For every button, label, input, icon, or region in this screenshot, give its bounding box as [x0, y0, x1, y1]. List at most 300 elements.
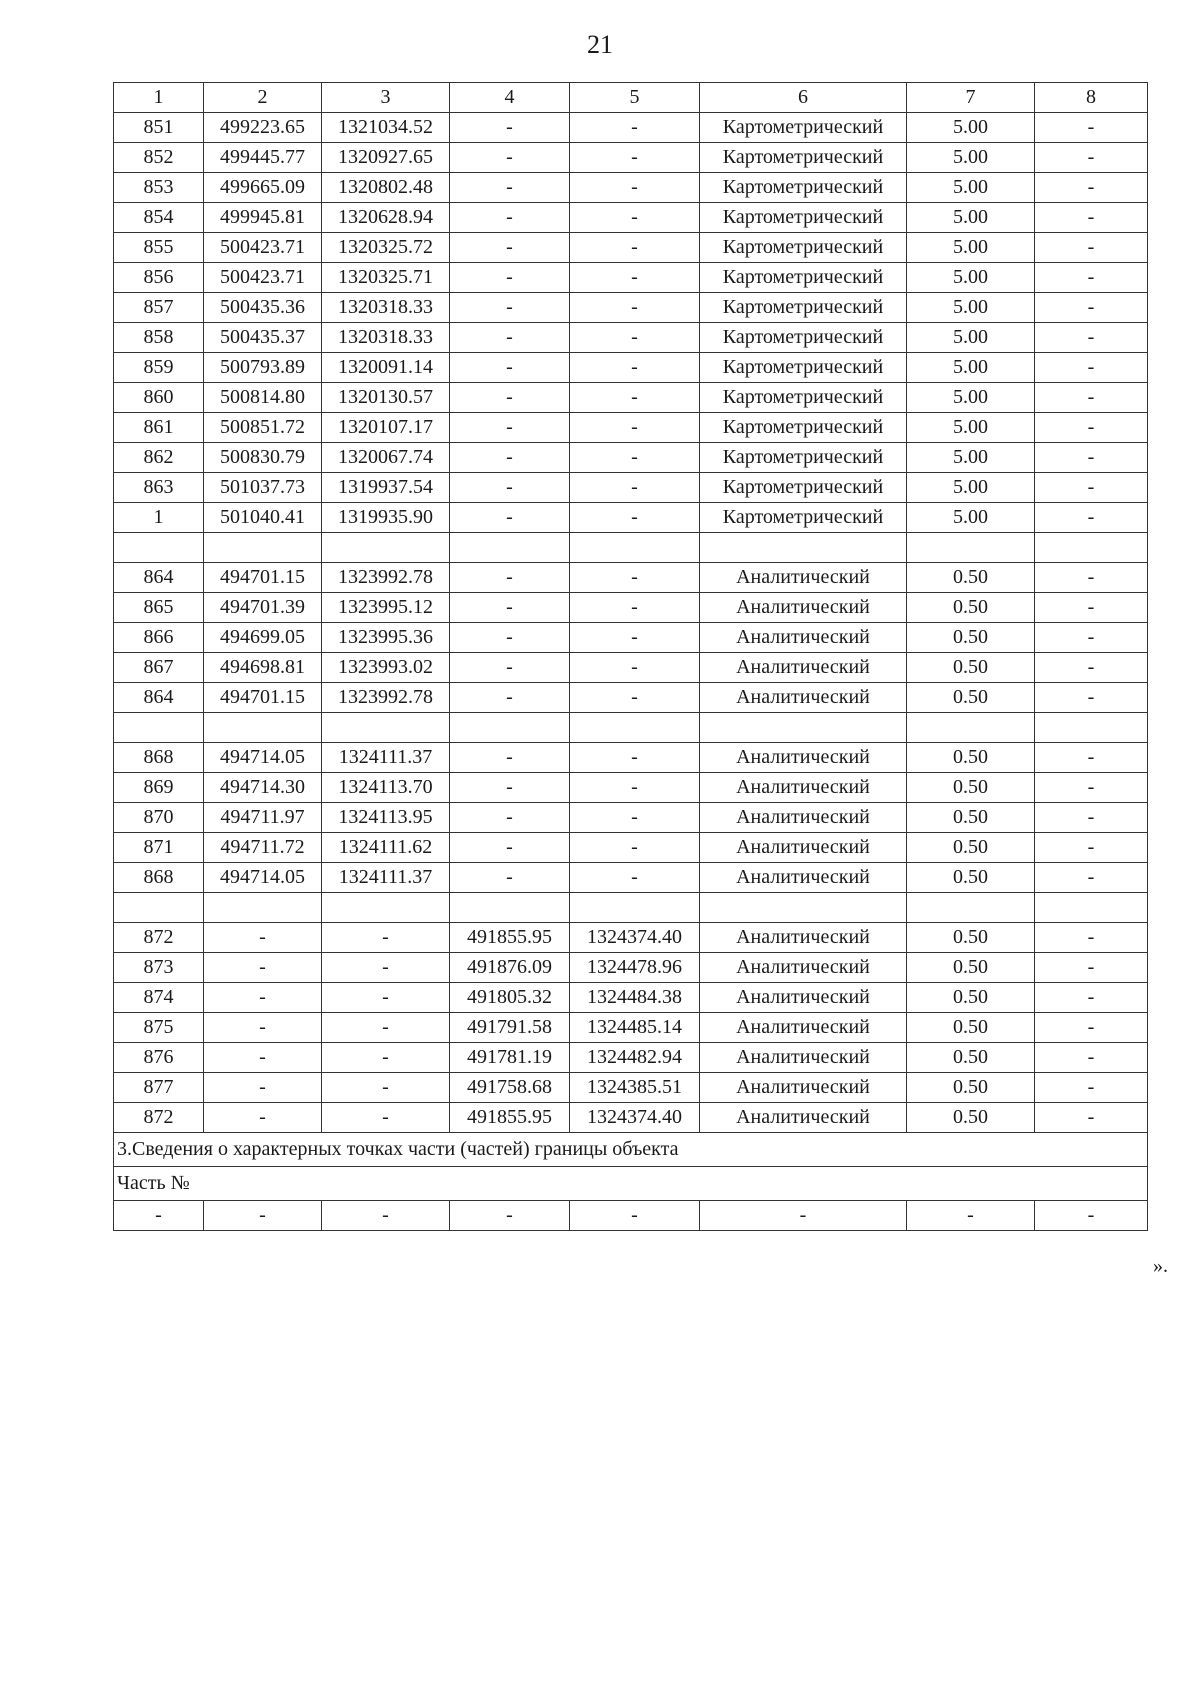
- table-cell: 499665.09: [204, 173, 322, 203]
- table-row: [114, 563, 1148, 593]
- empty-cell: [114, 893, 204, 923]
- table-cell: 0.50: [907, 1013, 1035, 1043]
- empty-cell: [322, 533, 450, 563]
- table-cell: 1320318.33: [322, 293, 450, 323]
- empty-cell: [204, 533, 322, 563]
- table-cell: -: [570, 503, 700, 533]
- table-cell: -: [1035, 263, 1148, 293]
- table-cell: 0.50: [907, 923, 1035, 953]
- table-cell: 868: [114, 863, 204, 893]
- table-cell: -: [1035, 1013, 1148, 1043]
- table-cell: -: [1035, 563, 1148, 593]
- table-cell: -: [570, 593, 700, 623]
- table-cell: 1324113.70: [322, 773, 450, 803]
- table-cell: 491781.19: [450, 1043, 570, 1073]
- table-cell: 867: [114, 653, 204, 683]
- table-cell: 491758.68: [450, 1073, 570, 1103]
- empty-cell: [570, 713, 700, 743]
- part-number-label: Часть №: [114, 1167, 1148, 1201]
- table-cell: -: [570, 443, 700, 473]
- table-cell: Картометрический: [700, 383, 907, 413]
- table-cell: 872: [114, 1103, 204, 1133]
- table-cell: 5.00: [907, 113, 1035, 143]
- table-cell: -: [450, 683, 570, 713]
- table-cell: -: [322, 1201, 450, 1231]
- table-cell: 860: [114, 383, 204, 413]
- table-cell: 1: [114, 503, 204, 533]
- table-cell: 494701.39: [204, 593, 322, 623]
- table-cell: -: [450, 593, 570, 623]
- empty-cell: [322, 713, 450, 743]
- table-row: [114, 593, 1148, 623]
- table-cell: 1319935.90: [322, 503, 450, 533]
- table-cell: 863: [114, 473, 204, 503]
- table-cell: -: [1035, 1043, 1148, 1073]
- table-cell: -: [570, 743, 700, 773]
- coordinates-table-wrapper: [113, 82, 1148, 1231]
- table-cell: 858: [114, 323, 204, 353]
- empty-cell: [450, 893, 570, 923]
- table-cell: 0.50: [907, 623, 1035, 653]
- table-cell: 494711.72: [204, 833, 322, 863]
- table-cell: 1324374.40: [570, 923, 700, 953]
- table-cell: 0.50: [907, 653, 1035, 683]
- table-cell: -: [1035, 233, 1148, 263]
- table-cell: -: [570, 173, 700, 203]
- empty-cell: [1035, 533, 1148, 563]
- table-cell: 5.00: [907, 323, 1035, 353]
- table-cell: 0.50: [907, 833, 1035, 863]
- table-cell: -: [322, 1103, 450, 1133]
- table-cell: 0.50: [907, 1043, 1035, 1073]
- table-cell: -: [450, 563, 570, 593]
- table-cell: 1323993.02: [322, 653, 450, 683]
- table-cell: -: [450, 233, 570, 263]
- table-cell: -: [322, 1043, 450, 1073]
- empty-cell: [907, 533, 1035, 563]
- table-cell: 494714.05: [204, 863, 322, 893]
- table-cell: Аналитический: [700, 623, 907, 653]
- table-cell: -: [450, 383, 570, 413]
- table-cell: 1324484.38: [570, 983, 700, 1013]
- table-row: [114, 623, 1148, 653]
- table-cell: -: [1035, 323, 1148, 353]
- table-cell: 869: [114, 773, 204, 803]
- table-cell: 0.50: [907, 593, 1035, 623]
- table-cell: -: [570, 683, 700, 713]
- column-number-cell: 5: [570, 83, 700, 113]
- table-cell: -: [450, 473, 570, 503]
- table-cell: Картометрический: [700, 443, 907, 473]
- table-row: [114, 443, 1148, 473]
- table-cell: -: [700, 1201, 907, 1231]
- table-cell: Картометрический: [700, 113, 907, 143]
- table-cell: 499223.65: [204, 113, 322, 143]
- table-cell: 1320325.71: [322, 263, 450, 293]
- table-cell: 865: [114, 593, 204, 623]
- table-cell: 491805.32: [450, 983, 570, 1013]
- table-cell: -: [570, 653, 700, 683]
- table-cell: -: [1035, 473, 1148, 503]
- table-cell: -: [450, 743, 570, 773]
- table-cell: -: [322, 1073, 450, 1103]
- table-row: [114, 1043, 1148, 1073]
- table-cell: -: [570, 773, 700, 803]
- table-cell: -: [1035, 953, 1148, 983]
- table-cell: -: [322, 923, 450, 953]
- empty-cell: [1035, 893, 1148, 923]
- table-cell: -: [570, 113, 700, 143]
- table-cell: 1320802.48: [322, 173, 450, 203]
- table-cell: -: [204, 1073, 322, 1103]
- table-cell: 868: [114, 743, 204, 773]
- table-cell: 1324482.94: [570, 1043, 700, 1073]
- table-cell: 5.00: [907, 413, 1035, 443]
- table-cell: Картометрический: [700, 473, 907, 503]
- table-cell: Аналитический: [700, 653, 907, 683]
- column-number-cell: 6: [700, 83, 907, 113]
- table-cell: 500423.71: [204, 233, 322, 263]
- table-cell: -: [570, 803, 700, 833]
- table-row: [114, 353, 1148, 383]
- table-cell: -: [114, 1201, 204, 1231]
- empty-cell: [570, 893, 700, 923]
- table-cell: Аналитический: [700, 683, 907, 713]
- table-cell: -: [570, 293, 700, 323]
- table-cell: -: [204, 1043, 322, 1073]
- table-cell: -: [450, 353, 570, 383]
- empty-cell: [570, 533, 700, 563]
- table-cell: 1321034.52: [322, 113, 450, 143]
- table-cell: -: [570, 203, 700, 233]
- table-cell: 491876.09: [450, 953, 570, 983]
- table-cell: -: [450, 323, 570, 353]
- table-cell: 1324111.37: [322, 863, 450, 893]
- empty-cell: [450, 713, 570, 743]
- table-row: [114, 323, 1148, 353]
- table-cell: -: [1035, 503, 1148, 533]
- table-cell: 1323992.78: [322, 563, 450, 593]
- table-cell: Картометрический: [700, 293, 907, 323]
- table-cell: -: [450, 863, 570, 893]
- part-number-row: [114, 1167, 1148, 1201]
- coordinates-table: [113, 82, 1148, 1231]
- table-cell: 5.00: [907, 383, 1035, 413]
- table-cell: 873: [114, 953, 204, 983]
- table-cell: 877: [114, 1073, 204, 1103]
- table-cell: 0.50: [907, 803, 1035, 833]
- table-cell: Аналитический: [700, 593, 907, 623]
- table-cell: -: [570, 263, 700, 293]
- empty-cell: [700, 713, 907, 743]
- table-row: [114, 413, 1148, 443]
- table-cell: 491855.95: [450, 923, 570, 953]
- table-cell: 0.50: [907, 863, 1035, 893]
- table-cell: -: [450, 143, 570, 173]
- table-cell: 864: [114, 683, 204, 713]
- table-cell: -: [1035, 1201, 1148, 1231]
- table-cell: -: [1035, 863, 1148, 893]
- table-row: [114, 833, 1148, 863]
- table-cell: -: [204, 1201, 322, 1231]
- table-cell: 1320927.65: [322, 143, 450, 173]
- empty-cell: [114, 713, 204, 743]
- table-cell: -: [450, 623, 570, 653]
- column-number-cell: 4: [450, 83, 570, 113]
- table-cell: Аналитический: [700, 803, 907, 833]
- table-row: [114, 1103, 1148, 1133]
- table-cell: -: [1035, 143, 1148, 173]
- group-separator-row: [114, 533, 1148, 563]
- table-cell: 0.50: [907, 683, 1035, 713]
- group-separator-row: [114, 893, 1148, 923]
- table-cell: 876: [114, 1043, 204, 1073]
- table-cell: 861: [114, 413, 204, 443]
- empty-cell: [1035, 713, 1148, 743]
- table-cell: -: [450, 293, 570, 323]
- table-cell: 500423.71: [204, 263, 322, 293]
- table-cell: Аналитический: [700, 1073, 907, 1103]
- table-cell: Аналитический: [700, 833, 907, 863]
- table-cell: -: [907, 1201, 1035, 1231]
- table-cell: 1323992.78: [322, 683, 450, 713]
- table-cell: 856: [114, 263, 204, 293]
- table-cell: -: [1035, 353, 1148, 383]
- table-row: [114, 143, 1148, 173]
- table-row: [114, 653, 1148, 683]
- table-row: [114, 233, 1148, 263]
- column-number-cell: 7: [907, 83, 1035, 113]
- table-cell: 494699.05: [204, 623, 322, 653]
- table-cell: 0.50: [907, 1103, 1035, 1133]
- table-row: [114, 803, 1148, 833]
- table-cell: -: [570, 833, 700, 863]
- table-cell: 1319937.54: [322, 473, 450, 503]
- table-row: [114, 1013, 1148, 1043]
- table-cell: 854: [114, 203, 204, 233]
- table-cell: -: [204, 1103, 322, 1133]
- table-cell: 494701.15: [204, 683, 322, 713]
- table-cell: -: [1035, 113, 1148, 143]
- table-cell: -: [1035, 683, 1148, 713]
- table-cell: 494711.97: [204, 803, 322, 833]
- table-cell: -: [570, 473, 700, 503]
- table-cell: -: [1035, 923, 1148, 953]
- table-row: [114, 773, 1148, 803]
- table-cell: -: [570, 143, 700, 173]
- table-row: [114, 923, 1148, 953]
- table-cell: -: [450, 833, 570, 863]
- table-cell: 857: [114, 293, 204, 323]
- table-body: [114, 83, 1148, 1231]
- table-cell: -: [450, 113, 570, 143]
- table-cell: -: [1035, 1103, 1148, 1133]
- table-cell: 872: [114, 923, 204, 953]
- section-3-title: 3.Сведения о характерных точках части (частей) границы объекта: [114, 1133, 1148, 1167]
- table-cell: 500435.37: [204, 323, 322, 353]
- table-cell: 853: [114, 173, 204, 203]
- table-cell: -: [570, 323, 700, 353]
- table-cell: 1324485.14: [570, 1013, 700, 1043]
- table-row: [114, 953, 1148, 983]
- table-cell: -: [570, 233, 700, 263]
- section-3-title-row: [114, 1133, 1148, 1167]
- table-cell: 1320107.17: [322, 413, 450, 443]
- table-cell: Аналитический: [700, 923, 907, 953]
- group-separator-row: [114, 713, 1148, 743]
- table-cell: 855: [114, 233, 204, 263]
- table-cell: Картометрический: [700, 173, 907, 203]
- table-cell: 494698.81: [204, 653, 322, 683]
- table-cell: -: [1035, 173, 1148, 203]
- table-cell: -: [450, 173, 570, 203]
- table-cell: -: [570, 383, 700, 413]
- page-number: 21: [587, 30, 613, 59]
- table-cell: 5.00: [907, 473, 1035, 503]
- table-row: [114, 293, 1148, 323]
- table-cell: -: [450, 653, 570, 683]
- table-cell: 1320130.57: [322, 383, 450, 413]
- table-cell: 1324385.51: [570, 1073, 700, 1103]
- table-cell: -: [450, 1201, 570, 1231]
- table-cell: Картометрический: [700, 263, 907, 293]
- table-cell: 1323995.36: [322, 623, 450, 653]
- table-cell: -: [204, 983, 322, 1013]
- table-cell: 0.50: [907, 1073, 1035, 1103]
- empty-cell: [450, 533, 570, 563]
- table-cell: 499445.77: [204, 143, 322, 173]
- table-cell: -: [450, 803, 570, 833]
- column-number-row: [114, 83, 1148, 113]
- table-row: [114, 383, 1148, 413]
- table-cell: -: [570, 413, 700, 443]
- table-cell: -: [570, 563, 700, 593]
- table-cell: 1324374.40: [570, 1103, 700, 1133]
- table-cell: 0.50: [907, 743, 1035, 773]
- table-cell: Аналитический: [700, 1043, 907, 1073]
- table-cell: -: [1035, 803, 1148, 833]
- table-cell: Аналитический: [700, 863, 907, 893]
- table-row: [114, 503, 1148, 533]
- table-cell: -: [450, 773, 570, 803]
- table-cell: 874: [114, 983, 204, 1013]
- table-row: [114, 743, 1148, 773]
- table-cell: -: [450, 503, 570, 533]
- table-cell: Картометрический: [700, 413, 907, 443]
- empty-cell: [204, 893, 322, 923]
- table-cell: 5.00: [907, 233, 1035, 263]
- table-cell: -: [1035, 383, 1148, 413]
- empty-cell: [700, 893, 907, 923]
- table-cell: 5.00: [907, 443, 1035, 473]
- table-cell: -: [1035, 983, 1148, 1013]
- table-cell: 500814.80: [204, 383, 322, 413]
- table-cell: Аналитический: [700, 743, 907, 773]
- table-row: [114, 113, 1148, 143]
- empty-cell: [322, 893, 450, 923]
- table-cell: 5.00: [907, 503, 1035, 533]
- table-cell: Аналитический: [700, 563, 907, 593]
- table-cell: 0.50: [907, 983, 1035, 1013]
- table-cell: 499945.81: [204, 203, 322, 233]
- table-cell: -: [1035, 623, 1148, 653]
- table-cell: Картометрический: [700, 503, 907, 533]
- table-cell: -: [450, 203, 570, 233]
- table-cell: -: [450, 413, 570, 443]
- table-cell: 1320067.74: [322, 443, 450, 473]
- table-cell: 1320325.72: [322, 233, 450, 263]
- table-cell: 5.00: [907, 353, 1035, 383]
- closing-quote: ».: [1153, 1255, 1168, 1277]
- table-cell: 491855.95: [450, 1103, 570, 1133]
- table-cell: -: [570, 353, 700, 383]
- table-cell: 862: [114, 443, 204, 473]
- table-cell: 494714.05: [204, 743, 322, 773]
- table-cell: -: [322, 953, 450, 983]
- table-cell: 5.00: [907, 203, 1035, 233]
- table-cell: 0.50: [907, 773, 1035, 803]
- table-cell: 500435.36: [204, 293, 322, 323]
- table-cell: 1324111.62: [322, 833, 450, 863]
- empty-cell: [204, 713, 322, 743]
- table-cell: 494701.15: [204, 563, 322, 593]
- table-cell: 5.00: [907, 263, 1035, 293]
- table-cell: 852: [114, 143, 204, 173]
- table-cell: -: [1035, 293, 1148, 323]
- table-cell: -: [204, 923, 322, 953]
- table-cell: Картометрический: [700, 323, 907, 353]
- table-cell: 1324111.37: [322, 743, 450, 773]
- table-cell: Аналитический: [700, 953, 907, 983]
- table-row: [114, 1073, 1148, 1103]
- table-cell: -: [1035, 1073, 1148, 1103]
- table-cell: 500851.72: [204, 413, 322, 443]
- table-cell: -: [1035, 413, 1148, 443]
- empty-part-row: [114, 1201, 1148, 1231]
- empty-cell: [907, 893, 1035, 923]
- column-number-cell: 8: [1035, 83, 1148, 113]
- table-cell: 1324478.96: [570, 953, 700, 983]
- table-cell: 0.50: [907, 953, 1035, 983]
- table-cell: 5.00: [907, 173, 1035, 203]
- table-cell: -: [1035, 833, 1148, 863]
- table-row: [114, 173, 1148, 203]
- table-cell: -: [1035, 653, 1148, 683]
- column-number-cell: 2: [204, 83, 322, 113]
- table-cell: -: [570, 1201, 700, 1231]
- table-cell: -: [1035, 203, 1148, 233]
- table-cell: 5.00: [907, 293, 1035, 323]
- table-cell: -: [570, 863, 700, 893]
- table-cell: Картометрический: [700, 233, 907, 263]
- table-cell: 851: [114, 113, 204, 143]
- table-cell: 5.00: [907, 143, 1035, 173]
- table-cell: 500830.79: [204, 443, 322, 473]
- column-number-cell: 1: [114, 83, 204, 113]
- table-cell: -: [450, 263, 570, 293]
- table-cell: -: [1035, 773, 1148, 803]
- table-row: [114, 983, 1148, 1013]
- table-cell: Картометрический: [700, 353, 907, 383]
- table-cell: 1320091.14: [322, 353, 450, 383]
- table-cell: 501040.41: [204, 503, 322, 533]
- table-cell: -: [450, 443, 570, 473]
- table-cell: -: [1035, 443, 1148, 473]
- table-cell: 1320628.94: [322, 203, 450, 233]
- table-cell: -: [1035, 743, 1148, 773]
- table-cell: 501037.73: [204, 473, 322, 503]
- table-cell: 870: [114, 803, 204, 833]
